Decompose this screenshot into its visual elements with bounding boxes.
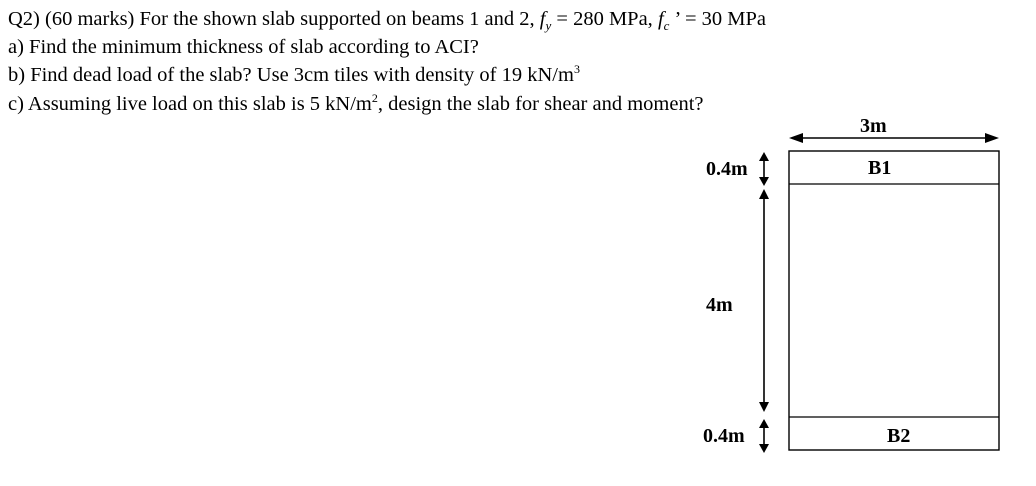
width-label: 3m bbox=[860, 115, 887, 137]
fc-value: ’ = 30 MPa bbox=[669, 8, 767, 30]
slab-outline bbox=[789, 151, 999, 450]
cubic-exponent: 3 bbox=[573, 62, 580, 76]
square-exponent: 2 bbox=[371, 91, 378, 105]
fy-value: = 280 MPa, bbox=[551, 8, 658, 30]
question-part-b: b) Find dead load of the slab? Use 3cm tiles with density of 19 $kN/m^3$ bbox=[8, 62, 580, 86]
question-intro: Q2) (60 marks) For the shown slab supported on beams 1 and 2, bbox=[8, 8, 540, 30]
span-dimension-arrow bbox=[759, 189, 769, 412]
bottom-beam-depth-arrow bbox=[759, 419, 769, 453]
top-beam-depth-label: 0.4m bbox=[706, 158, 748, 180]
fc-symbol: $f_c$ bbox=[657, 8, 670, 34]
span-label: 4m bbox=[706, 294, 733, 316]
beam-b1-label: B1 bbox=[868, 157, 892, 179]
question-part-a: a) Find the minimum thickness of slab according to ACI? bbox=[8, 36, 479, 58]
fy-symbol: $f_y$ bbox=[539, 8, 552, 34]
bottom-beam-depth-label: 0.4m bbox=[703, 425, 745, 447]
beam-b2-label: B2 bbox=[887, 425, 911, 447]
question-part-c: c) Assuming live load on this slab is 5 $kN/m^2$, design the slab for shear and moment? bbox=[8, 91, 704, 115]
width-dimension-arrow bbox=[789, 133, 999, 143]
top-beam-depth-arrow bbox=[759, 152, 769, 186]
